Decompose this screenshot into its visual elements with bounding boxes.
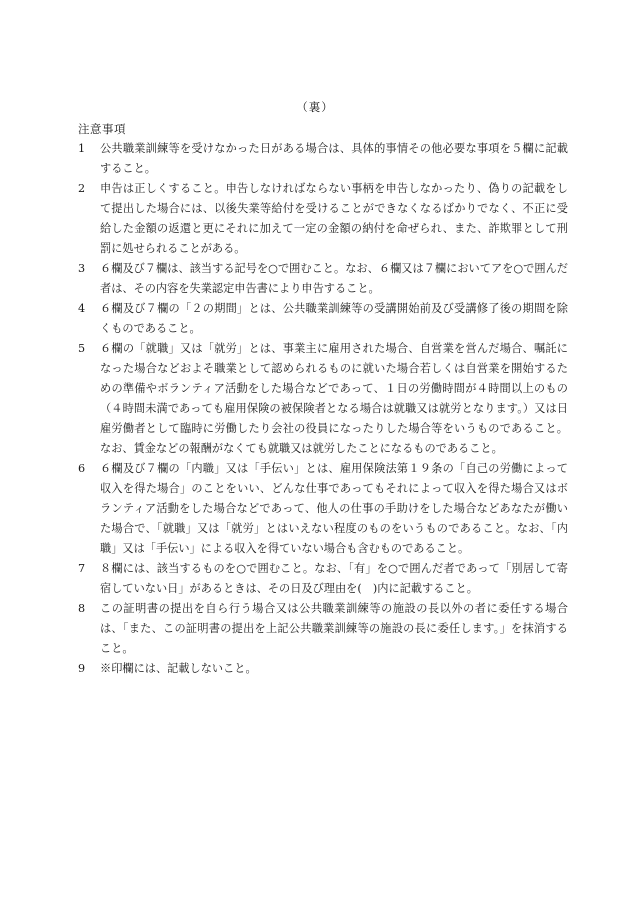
note-item-8 xyxy=(78,599,568,659)
note-number: 7 xyxy=(78,562,86,575)
note-text: 申告は正しくすること。申告しなければならない事柄を申告しなかったり、偽りの記載をして提出した場合には、以後失業等給付を受けることができなくなるばかりでなく、不正に受給した金額の返還と更にそれに加えて一定の金額の納付を命ぜられ、また、詐欺罪として刑罰に処せられることがある。 xyxy=(100,182,568,255)
note-number: 1 xyxy=(78,142,86,155)
note-item-2 xyxy=(78,179,568,259)
note-item-1 xyxy=(78,139,568,179)
notes-list xyxy=(78,139,568,679)
note-number: 9 xyxy=(78,662,86,675)
note-text: ６欄及び７欄の「内職」又は「手伝い」とは、雇用保険法第１９条の「自己の労働によって収入を得た場合」のことをいい、どんな仕事であってもそれによって収入を得た場合又はボランティア活動をした場合などであって、他人の仕事の手助けをした場合などあなたが働いた場合で、「就職」又は「就労」とはいえない程度のものをいうものであること。なお、「内職」又は「手伝い」による収入を得ていない場合も含むものであること。 xyxy=(100,462,568,555)
page-heading: （裏） xyxy=(296,100,334,114)
note-number: 2 xyxy=(78,182,86,195)
note-number: 6 xyxy=(78,462,86,475)
note-item-4 xyxy=(78,299,568,339)
note-text: ６欄及び７欄は、該当する記号を○で囲むこと。なお、６欄又は７欄においてアを○で囲んだ者は、その内容を失業認定申告書により申告すること。 xyxy=(100,262,568,295)
note-item-9 xyxy=(78,659,568,679)
note-item-7 xyxy=(78,559,568,599)
notes-title: 注意事項 xyxy=(78,122,126,136)
note-item-3 xyxy=(78,259,568,299)
note-number: 5 xyxy=(78,342,86,355)
note-number: 8 xyxy=(78,602,86,615)
note-text: この証明書の提出を自ら行う場合又は公共職業訓練等の施設の長以外の者に委任する場合は、「また、この証明書の提出を上記公共職業訓練等の施設の長に委任します。」を抹消すること。 xyxy=(100,602,568,655)
note-number: 3 xyxy=(78,262,86,275)
note-text: ※印欄には、記載しないこと。 xyxy=(100,662,257,675)
note-text: ６欄の「就職」又は「就労」とは、事業主に雇用された場合、自営業を営んだ場合、嘱託になった場合などおよそ職業として認められるものに就いた場合若しくは自営業を開始するための準備やボランティア活動をした場合などであって、１日の労働時間が４時間以上のもの（４時間未満であっても雇用保険の被保険者となる場合は就職又は就労となります。）又は日雇労働者として臨時に労働したり会社の役員になったりした場合等をいうものであること。なお、賃金などの報酬がなくても就職又は就労したことになるものであること。 xyxy=(100,342,568,455)
note-item-6 xyxy=(78,459,568,559)
note-text: 公共職業訓練等を受けなかった日がある場合は、具体的事情その他必要な事項を５欄に記載すること。 xyxy=(100,142,568,175)
note-item-5 xyxy=(78,339,568,459)
note-text: ８欄には、該当するものを○で囲むこと。なお、「有」を○で囲んだ者であって「別居して寄宿していない日」があるときは、その日及び理由を( )内に記載すること。 xyxy=(100,562,568,595)
note-text: ６欄及び７欄の「２の期間」とは、公共職業訓練等の受講開始前及び受講修了後の期間を除くものであること。 xyxy=(100,302,568,335)
note-number: 4 xyxy=(78,302,86,315)
